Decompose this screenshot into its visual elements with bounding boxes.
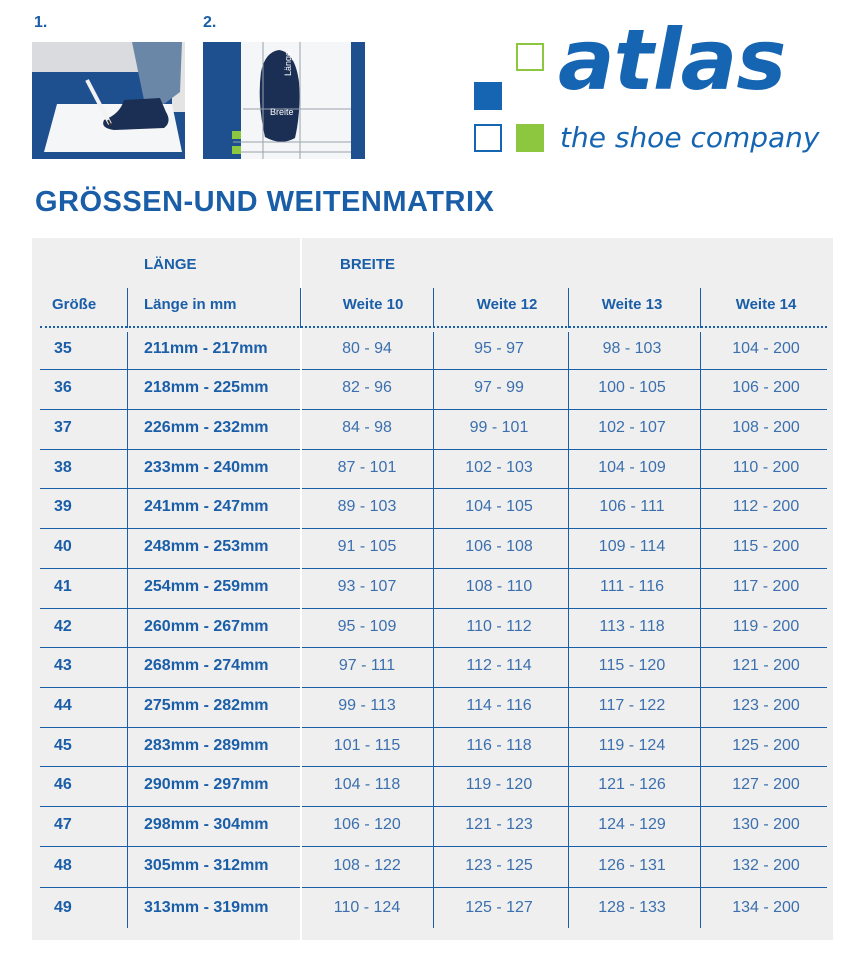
- table-cell-weite-13: 100 - 105: [598, 379, 666, 396]
- table-cell-weite-12: 123 - 125: [465, 857, 533, 874]
- step2-laenge-label: Länge: [283, 50, 293, 76]
- step-2-label: 2.: [203, 14, 217, 31]
- table-cell-weite-13: 98 - 103: [602, 340, 662, 357]
- table-cell-weite-13: 128 - 133: [598, 899, 666, 916]
- column-header-weite-10: Weite 10: [342, 296, 404, 313]
- row-separator: [302, 687, 827, 688]
- table-cell-weite-12: 125 - 127: [465, 899, 533, 916]
- row-separator: [302, 449, 827, 450]
- column-divider: [700, 332, 701, 928]
- table-cell-weite-10: 101 - 115: [333, 737, 401, 754]
- table-cell-weite-13: 119 - 124: [598, 737, 666, 754]
- header-divider: [127, 288, 128, 328]
- table-cell-weite-10: 91 - 105: [337, 538, 397, 555]
- row-separator: [40, 727, 300, 728]
- row-separator: [302, 409, 827, 410]
- step-1-label: 1.: [34, 14, 48, 31]
- measuring-photo-2: [203, 42, 365, 159]
- logo-square-green-outline: [516, 43, 544, 71]
- atlas-logo: [470, 11, 820, 165]
- row-separator: [302, 846, 827, 847]
- row-separator: [40, 488, 300, 489]
- row-separator: [40, 647, 300, 648]
- table-cell-groesse: 42: [54, 618, 72, 635]
- row-separator: [40, 608, 300, 609]
- table-cell-weite-10: 106 - 120: [333, 816, 401, 833]
- table-cell-weite-13: 113 - 118: [599, 618, 665, 635]
- table-cell-laenge: 290mm - 297mm: [144, 776, 269, 793]
- table-cell-weite-13: 121 - 126: [598, 776, 666, 793]
- table-cell-groesse: 47: [54, 816, 72, 833]
- group-header-breite: BREITE: [340, 256, 396, 273]
- table-cell-groesse: 43: [54, 657, 72, 674]
- table-cell-laenge: 275mm - 282mm: [144, 697, 269, 714]
- table-cell-weite-12: 114 - 116: [466, 697, 532, 714]
- table-cell-laenge: 305mm - 312mm: [144, 857, 269, 874]
- header-divider: [700, 288, 701, 328]
- row-separator: [40, 568, 300, 569]
- table-cell-weite-14: 130 - 200: [732, 816, 800, 833]
- table-cell-weite-12: 110 - 112: [466, 618, 532, 635]
- table-cell-weite-10: 93 - 107: [337, 578, 397, 595]
- row-separator: [40, 449, 300, 450]
- table-cell-laenge: 313mm - 319mm: [144, 899, 269, 916]
- row-separator: [40, 409, 300, 410]
- table-cell-weite-14: 125 - 200: [732, 737, 800, 754]
- row-separator: [40, 887, 300, 888]
- column-header-weite-14: Weite 14: [735, 296, 797, 313]
- page-title: GRÖSSEN-UND WEITENMATRIX: [35, 186, 495, 218]
- table-cell-weite-13: 106 - 111: [599, 498, 665, 515]
- table-cell-weite-10: 95 - 109: [337, 618, 397, 635]
- table-cell-weite-14: 123 - 200: [732, 697, 800, 714]
- row-separator: [302, 887, 827, 888]
- table-cell-laenge: 248mm - 253mm: [144, 538, 269, 555]
- table-cell-weite-13: 111 - 116: [599, 578, 665, 595]
- table-cell-laenge: 211mm - 217mm: [144, 340, 268, 357]
- table-cell-weite-14: 117 - 200: [732, 578, 800, 595]
- table-cell-groesse: 40: [54, 538, 72, 555]
- table-cell-weite-13: 104 - 109: [598, 459, 666, 476]
- table-cell-weite-14: 127 - 200: [732, 776, 800, 793]
- table-cell-weite-10: 110 - 124: [333, 899, 401, 916]
- table-cell-weite-12: 121 - 123: [465, 816, 533, 833]
- table-cell-weite-10: 80 - 94: [342, 340, 392, 357]
- table-cell-weite-14: 132 - 200: [732, 857, 800, 874]
- table-cell-weite-13: 117 - 122: [598, 697, 666, 714]
- header-divider: [433, 288, 434, 328]
- table-cell-weite-10: 104 - 118: [333, 776, 401, 793]
- table-cell-weite-14: 110 - 200: [732, 459, 800, 476]
- column-divider: [568, 332, 569, 928]
- table-cell-weite-10: 84 - 98: [342, 419, 392, 436]
- table-cell-weite-12: 95 - 97: [474, 340, 524, 357]
- table-cell-weite-12: 97 - 99: [474, 379, 524, 396]
- column-header-laenge-mm: Länge in mm: [144, 296, 237, 313]
- table-cell-groesse: 39: [54, 498, 72, 515]
- size-width-matrix: [32, 238, 833, 940]
- header-divider: [300, 288, 301, 328]
- table-cell-laenge: 260mm - 267mm: [144, 618, 269, 635]
- group-divider: [300, 238, 302, 940]
- row-separator: [302, 488, 827, 489]
- table-cell-weite-12: 99 - 101: [469, 419, 529, 436]
- table-cell-weite-12: 112 - 114: [466, 657, 532, 674]
- table-cell-laenge: 298mm - 304mm: [144, 816, 269, 833]
- table-cell-weite-14: 112 - 200: [732, 498, 800, 515]
- table-cell-weite-10: 87 - 101: [337, 459, 397, 476]
- table-cell-groesse: 45: [54, 737, 72, 754]
- table-cell-laenge: 226mm - 232mm: [144, 419, 269, 436]
- table-cell-weite-12: 119 - 120: [465, 776, 533, 793]
- row-separator: [40, 766, 300, 767]
- table-cell-weite-13: 102 - 107: [598, 419, 666, 436]
- step2-breite-label: Breite: [270, 107, 294, 117]
- table-cell-groesse: 38: [54, 459, 72, 476]
- row-separator: [302, 766, 827, 767]
- row-separator: [302, 727, 827, 728]
- table-cell-weite-14: 115 - 200: [732, 538, 800, 555]
- row-separator: [40, 528, 300, 529]
- table-cell-laenge: 241mm - 247mm: [144, 498, 269, 515]
- table-cell-laenge: 268mm - 274mm: [144, 657, 269, 674]
- table-cell-weite-14: 119 - 200: [732, 618, 800, 635]
- table-cell-weite-14: 108 - 200: [732, 419, 800, 436]
- table-cell-weite-14: 121 - 200: [732, 657, 800, 674]
- column-header-weite-13: Weite 13: [601, 296, 663, 313]
- table-cell-laenge: 283mm - 289mm: [144, 737, 269, 754]
- table-cell-laenge: 218mm - 225mm: [144, 379, 269, 396]
- column-divider: [127, 332, 128, 928]
- table-cell-groesse: 35: [54, 340, 72, 357]
- row-separator: [40, 687, 300, 688]
- table-cell-groesse: 48: [54, 857, 72, 874]
- table-cell-weite-12: 108 - 110: [465, 578, 533, 595]
- table-cell-weite-13: 109 - 114: [598, 538, 666, 555]
- row-separator: [302, 528, 827, 529]
- table-cell-weite-10: 89 - 103: [337, 498, 397, 515]
- row-separator: [40, 369, 300, 370]
- row-separator: [40, 846, 300, 847]
- logo-square-green-filled: [516, 124, 544, 152]
- row-separator: [302, 647, 827, 648]
- header-divider: [568, 288, 569, 328]
- table-cell-groesse: 46: [54, 776, 72, 793]
- table-cell-laenge: 254mm - 259mm: [144, 578, 269, 595]
- table-cell-weite-12: 104 - 105: [465, 498, 533, 515]
- table-cell-weite-10: 108 - 122: [333, 857, 401, 874]
- column-header-groesse: Größe: [52, 296, 97, 313]
- table-cell-weite-10: 97 - 111: [338, 657, 396, 674]
- measuring-photo-1: [32, 42, 185, 159]
- row-separator: [302, 608, 827, 609]
- table-cell-laenge: 233mm - 240mm: [144, 459, 269, 476]
- logo-wordmark: atlas: [558, 11, 786, 109]
- group-header-laenge: LÄNGE: [144, 256, 197, 273]
- table-cell-weite-14: 134 - 200: [732, 899, 800, 916]
- table-cell-weite-12: 116 - 118: [466, 737, 532, 754]
- row-separator: [40, 806, 300, 807]
- foot-tracing-illustration: [32, 42, 185, 159]
- table-cell-groesse: 44: [54, 697, 72, 714]
- row-separator: [302, 806, 827, 807]
- table-cell-weite-12: 106 - 108: [465, 538, 533, 555]
- logo-square-blue-filled: [474, 82, 502, 110]
- table-cell-weite-13: 126 - 131: [598, 857, 666, 874]
- table-cell-weite-10: 99 - 113: [338, 697, 396, 714]
- table-cell-weite-10: 82 - 96: [342, 379, 392, 396]
- logo-tagline: the shoe company: [560, 121, 820, 154]
- logo-square-blue-outline: [474, 124, 502, 152]
- table-cell-weite-12: 102 - 103: [465, 459, 533, 476]
- table-cell-weite-13: 115 - 120: [598, 657, 666, 674]
- table-cell-weite-14: 104 - 200: [732, 340, 800, 357]
- column-divider: [433, 332, 434, 928]
- table-cell-groesse: 37: [54, 419, 72, 436]
- table-cell-groesse: 36: [54, 379, 72, 396]
- table-cell-weite-14: 106 - 200: [732, 379, 800, 396]
- column-header-weite-12: Weite 12: [476, 296, 538, 313]
- row-separator: [302, 369, 827, 370]
- table-cell-weite-13: 124 - 129: [598, 816, 666, 833]
- table-cell-groesse: 41: [54, 578, 72, 595]
- table-cell-groesse: 49: [54, 899, 72, 916]
- header-dotted-separator: [40, 326, 827, 328]
- row-separator: [302, 568, 827, 569]
